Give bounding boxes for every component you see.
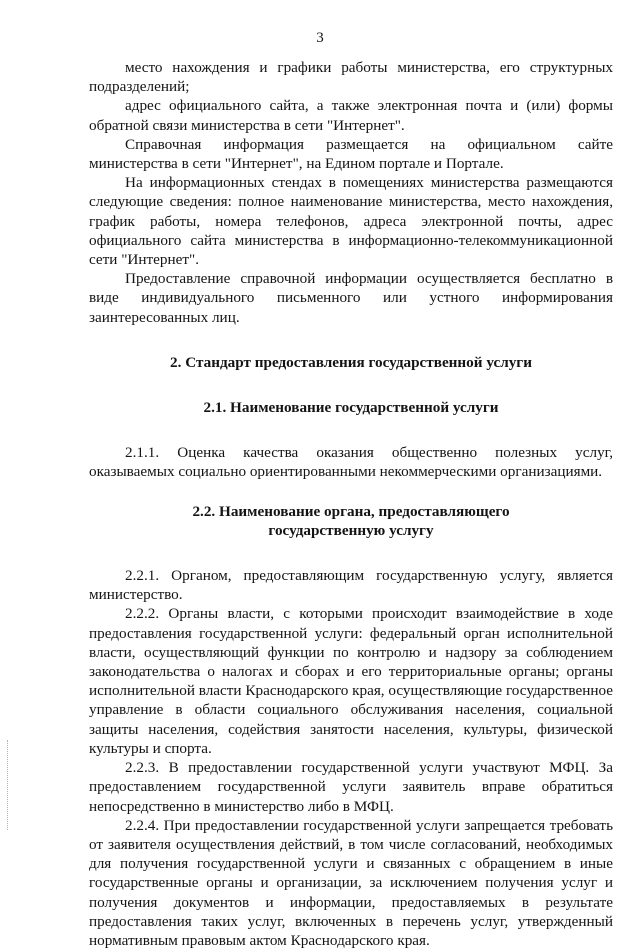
paragraph: Справочная информация размещается на официальном сайте министерства в сети "Интернет", на Едином портале и Портале. bbox=[89, 135, 613, 173]
paragraph: 2.2.1. Органом, предоставляющим государственную услугу, является министерство. bbox=[89, 567, 613, 604]
paragraph: Предоставление справочной информации осуществляется бесплатно в виде индивидуального письменного или устного информирования заинтересованных лиц. bbox=[89, 270, 613, 326]
page-number: 3 bbox=[316, 30, 324, 46]
document-body bbox=[89, 58, 613, 950]
paragraph: На информационных стендах в помещениях министерства размещаются следующие сведения: полное наименование министерства, место нахождения, график работы, номера телефонов, адреса электронной почты, адрес официального сайта министерства в информационно-телекоммуникационной сети "Интернет". bbox=[89, 174, 613, 269]
subsection-heading bbox=[89, 502, 613, 540]
section-heading: 2. Стандарт предоставления государственной услуги bbox=[170, 353, 532, 371]
paragraph: адрес официального сайта, а также электронная почта и (или) формы обратной связи министерства в сети "Интернет". bbox=[89, 97, 613, 134]
scan-margin-marks bbox=[7, 740, 10, 830]
subsection-heading: 2.1. Наименование государственной услуги bbox=[203, 399, 499, 417]
paragraph: место нахождения и графики работы министерства, его структурных подразделений; bbox=[89, 59, 613, 96]
paragraph: 2.2.3. В предоставлении государственной услуги участвуют МФЦ. За предоставлением государственной услуги заявитель вправе обратиться непосредственно в министерство либо в МФЦ. bbox=[89, 759, 613, 815]
subsection-heading-line: государственную услугу bbox=[268, 521, 434, 539]
paragraph: 2.2.2. Органы власти, с которыми происходит взаимодействие в ходе предоставления государственной услуги: федеральный орган исполнительной власти, осуществляющий функции по контролю и надзору за соблюдением законодательства о налогах и сборах и его территориальные органы; органы исполнительной власти Краснодарского края, осуществляющие государственное управление в области социального обслуживания населения, социальной защиты населения, содействия занятости населения, культуры, физической культуры и спорта. bbox=[89, 605, 613, 757]
subsection-heading-line: 2.2. Наименование органа, предоставляющего bbox=[192, 502, 510, 520]
paragraph: 2.1.1. Оценка качества оказания общественно полезных услуг, оказываемых социально ориентированными некоммерческими организациями. bbox=[89, 444, 613, 481]
paragraph: 2.2.4. При предоставлении государственной услуги запрещается требовать от заявителя осуществления действий, в том числе согласований, необходимых для получения государственной услуги и связанных с обращением в иные государственные органы и организации, за исключением получения услуг и получения документов и информации, предоставляемых в результате предоставления таких услуг, включенных в перечень услуг, утвержденный нормативным правовым актом Краснодарского края. bbox=[89, 816, 613, 949]
